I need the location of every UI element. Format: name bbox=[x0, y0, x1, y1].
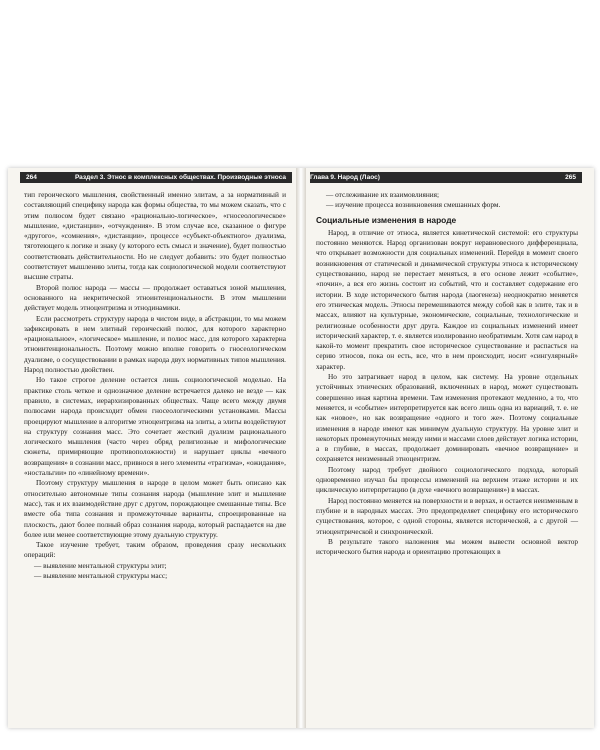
left-page bbox=[8, 168, 298, 728]
paragraph: Если рассмотреть структуру народа в чистом виде, в абстракции, то мы можем зафиксировать в нем элитный героический полюс, для которого характерно «рациональное», «логическое» мышление, и полюс масс, для которого характерна этноинтенциональность. Поэтому можно вполне говорить о гносеологическом дуализме, о сосуществовании в рамках народа двух нормативных типов мышления. Народ полностью двойствен. bbox=[24, 313, 286, 375]
paragraph: Но это затрагивает народ в целом, как систему. На уровне отдельных устойчивых этнических образований, включенных в народ, может существовать совершенно иная картина времени. Там изменения протекают медленно, а то, что меняется, и «событие» интерпретируется как всего лишь одна из вариаций, т. е. не как «новое», но как возвращение «одного и того же». Поэтому социальные изменения в народе имеют как минимум дуальную структуру. На уровне элит и некоторых промежуточных между ними и массами слоев действует логика истории, а в глубине, в массах, продолжает доминировать «вечное возвращение» и сохраняется неизменный этноцентризм. bbox=[316, 372, 578, 464]
paragraph: тип героического мышления, свойственный именно элитам, а за нормативный и составляющий специфику народа как формы общества, то мы можем сказать, что с этим полюсом будет связано «рационально-логическое», «гносеологическое» мышление, «дистанции», «отчуждения». В этом случае все, сказанное о фигуре «другого», «сомнения», «дистанции», процессе «субъект-объектного» дуализма, тяготеющего к логике и знаку (у которого есть смысл и значение), будет полностью соответствовать действительности. Но не следует добавить: это будет полностью соответствует мышлению элиты, тогда как социологической модели соответствуют высшие страты. bbox=[24, 190, 286, 282]
book-spread bbox=[8, 168, 594, 728]
paragraph: Но такое строгое деление остается лишь социологической моделью. На практике столь четкое и однозначное деление встречается далеко не везде — как правило, в системах, иерархизированных обществах. Чаще всего между двумя полюсами народа происходит обмен гносеологическими установками. Массы проецируют мышление в алгоритме этноцентризма на элиты, а элиты воздействуют на структуру сознания масс. Это сочетает жесткий дуализм рационального логического мышления (часто через обряд религиозные и мифологические сюжеты, примиряющие противоположности) и нарушает циклы «вечного возвращения» в сознании масс, привнося в него элементы «трагизма», «ожидания», «ностальгии» по «линейному времени». bbox=[24, 375, 286, 478]
right-page-header bbox=[310, 172, 582, 183]
right-page bbox=[304, 168, 594, 728]
left-page-number: 264 bbox=[26, 174, 37, 181]
paragraph: Народ, в отличие от этноса, является кинетической системой: его структуры постоянно меняются. Народ организован вокруг неравновесного дифференциала, что открывает возможности для социальных изменений. Перейдя в момент своего возникновения от статической и динамической структуры этноса к историческому существованию, народ не перестает меняться, в его основе лежит «событие», «почин», а вся его жизнь состоит из событий, что и составляет содержание его истории. В ходе исторического бытия народа (лаогенеза) неоднократно меняется его этническая модель. Этносы перемешиваются между собой как в элите, так и в массах, влияют на культурные, экономические, социальные, технологические и религиозные особенности друг друга. Каждое из социальных изменений имеет исторический характер, т. е. является изолированно необратимым. Хотя сам народ в какой-то момент прекратить свое историческое существование и распасться на серию этносов, пока он есть, все, что в нем происходит, носит «сингулярный» характер. bbox=[316, 227, 578, 371]
section-heading: Социальные изменения в народе bbox=[316, 214, 457, 225]
left-page-header bbox=[20, 172, 292, 183]
paragraph: Поэтому народ требует двойного социологического подхода, который одновременно изучал бы процессы изменений на верхнем этаже истории и их циклическую интерпретацию (в духе «вечного возвращения») в массах. bbox=[316, 464, 578, 495]
left-running-title: Раздел 3. Этнос в комплексных обществах. Производные этноса bbox=[74, 174, 286, 181]
paragraph: Поэтому структуру мышления в народе в целом может быть описано как относительно автономные типы сознания народа (мышление элит и мышление масс), так и их взаимодействие друг с другом, порождающее смешанные типы. Все вместе оба типа сознания и промежуточные варианты, спроецированные на плоскость, дают более полный образ сознания народа, который распадается на две более или менее соответствующие этому дуальную структуру. bbox=[24, 478, 286, 539]
list-item: — отслеживание их взаимовлияния; bbox=[326, 190, 440, 199]
paragraph: Такое изучение требует, таким образом, проведения сразу нескольких операций: bbox=[24, 540, 286, 560]
paragraph: Народ постоянно меняется на поверхности и в верхах, и остается неизменным в глубине и в народных массах. Это предопределяет специфику его исторического существования, которое, с одной стороны, является исторической, а с другой — этноцентрической и синхронической. bbox=[316, 495, 578, 536]
list-item: — выявление ментальной структуры элит; bbox=[34, 560, 167, 570]
paragraph: В результате такого наложения мы можем вывести основной вектор исторического бытия народа и ориентацию протекающих в bbox=[316, 536, 578, 557]
right-page-list bbox=[316, 190, 578, 211]
left-page-text bbox=[24, 190, 286, 581]
list-item: — изучение процесса возникновения смешанных форм. bbox=[326, 200, 501, 210]
section-body bbox=[316, 228, 578, 558]
right-page-number: 265 bbox=[565, 174, 576, 181]
right-page-text bbox=[316, 190, 578, 557]
right-running-title: Глава 9. Народ (Лаос) bbox=[310, 174, 380, 181]
paragraph: Второй полюс народа — массы — продолжает оставаться зоной мышления, основанного на некритической этноинтенциональности. В этом мышлении действует модель этноцентризма и этнодинамики. bbox=[24, 282, 286, 313]
list-item: — выявление ментальной структуры масс; bbox=[34, 570, 168, 580]
